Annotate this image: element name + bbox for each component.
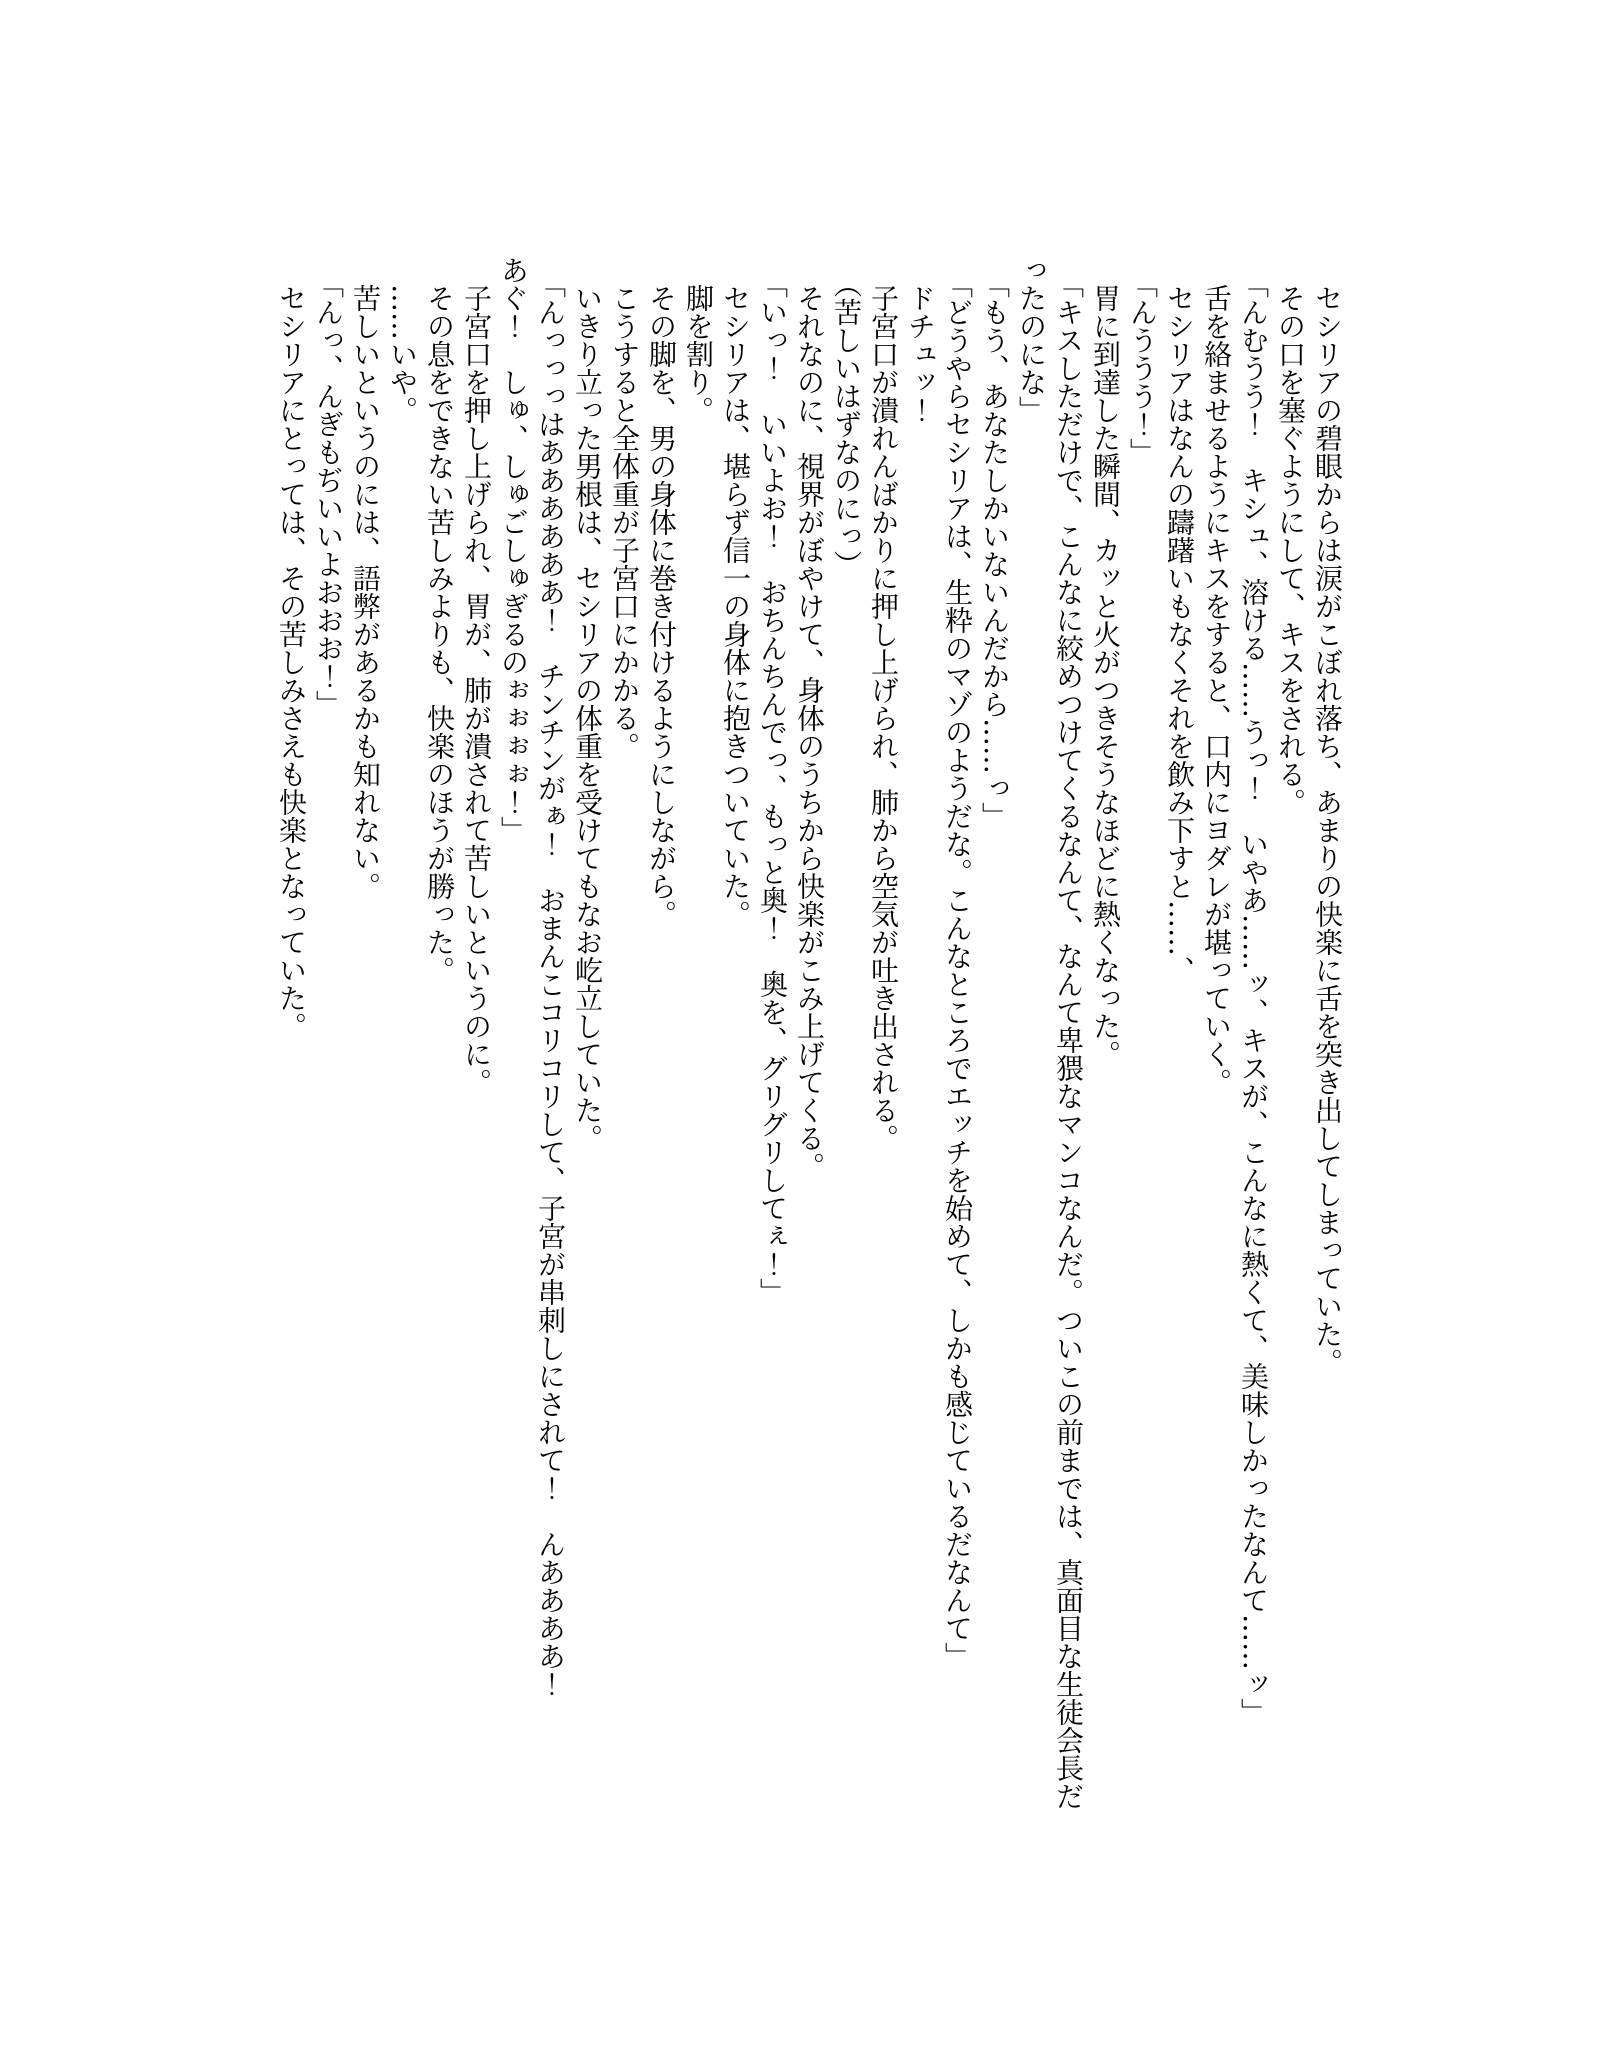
text-line: こうすると全体重が子宮口にかかる。 [608,256,641,760]
text-line: 子宮口が潰れんばかりに押し上げられ、肺から空気が吐き出される。 [867,256,900,1152]
text-line: 苦しいというのには、語弊があるかも知れない。 [349,256,382,900]
text-line: 「んっっっはああああああ！ チンチンがぁ！ おまんこコリコリして、子宮が串刺しにされて！ んああああ！ [534,256,567,1698]
vertical-text-block [273,256,1346,1816]
text-line: 「んううう！」 [1126,256,1159,466]
text-line: ……いや。 [386,256,419,424]
text-line: セシリアは、堪らず信一の身体に抱きついていた。 [719,256,752,928]
text-line: セシリアの碧眼からは涙がこぼれ落ち、あまりの快楽に舌を突き出してしまっていた。 [1311,256,1344,1376]
text-line: 「いっ！ いいよお！ おちんちんでっ、もっと奥！ 奥を、グリグリしてぇ！」 [756,256,789,1306]
text-line: ったのにな」 [1015,256,1048,424]
text-line: ドチュッ！ [904,256,937,424]
text-line: その息をできない苦しみよりも、快楽のほうが勝った。 [423,256,456,984]
text-line: （苦しいはずなのにっ） [830,256,863,578]
text-line: 脚を割り。 [682,256,715,424]
text-line: その脚を、男の身体に巻き付けるようにしながら。 [645,256,678,928]
text-line: 「もう、あなたしかいないんだから……っ」 [978,256,1011,830]
text-line: あぐ！ しゅ、しゅごしゅぎるのぉぉぉぉ！」 [497,256,530,844]
text-line: 「キスしただけで、こんなに絞めつけてくるなんて、なんて卑猥なマンコなんだ。ついこの前までは、真面目な生徒会長だ [1052,256,1085,1810]
text-line: セシリアにとっては、その苦しみさえも快楽となっていた。 [275,256,308,1040]
text-line: いきり立った男根は、セシリアの体重を受けてもなお屹立していた。 [571,256,604,1152]
text-line: 子宮口を押し上げられ、胃が、肺が潰されて苦しいというのに。 [460,256,493,1096]
text-line: 舌を絡ませるようにキスをすると、口内にヨダレが堪っていく。 [1200,256,1233,1096]
text-line: それなのに、視界がぼやけて、身体のうちから快楽がこみ上げてくる。 [793,256,826,1180]
text-line: 「どうやらセシリアは、生粋のマゾのようだな。こんなところでエッチを始めて、しかも感じているだなんて」 [941,256,974,1670]
text-line: 「んっ、んぎもぢいいよおおお！」 [312,256,345,718]
text-line: その口を塞ぐようにして、キスをされる。 [1274,256,1307,816]
text-line: セシリアはなんの躊躇いもなくそれを飲み下すと……、 [1163,256,1196,984]
text-line: 「んむうう！ キシュ、溶ける……うっ！ いやあ……ッ、キスが、こんなに熱くて、美味しかったなんて……ッ」 [1237,256,1270,1726]
text-line: 胃に到達した瞬間、カッと火がつきそうなほどに熱くなった。 [1089,256,1122,1068]
